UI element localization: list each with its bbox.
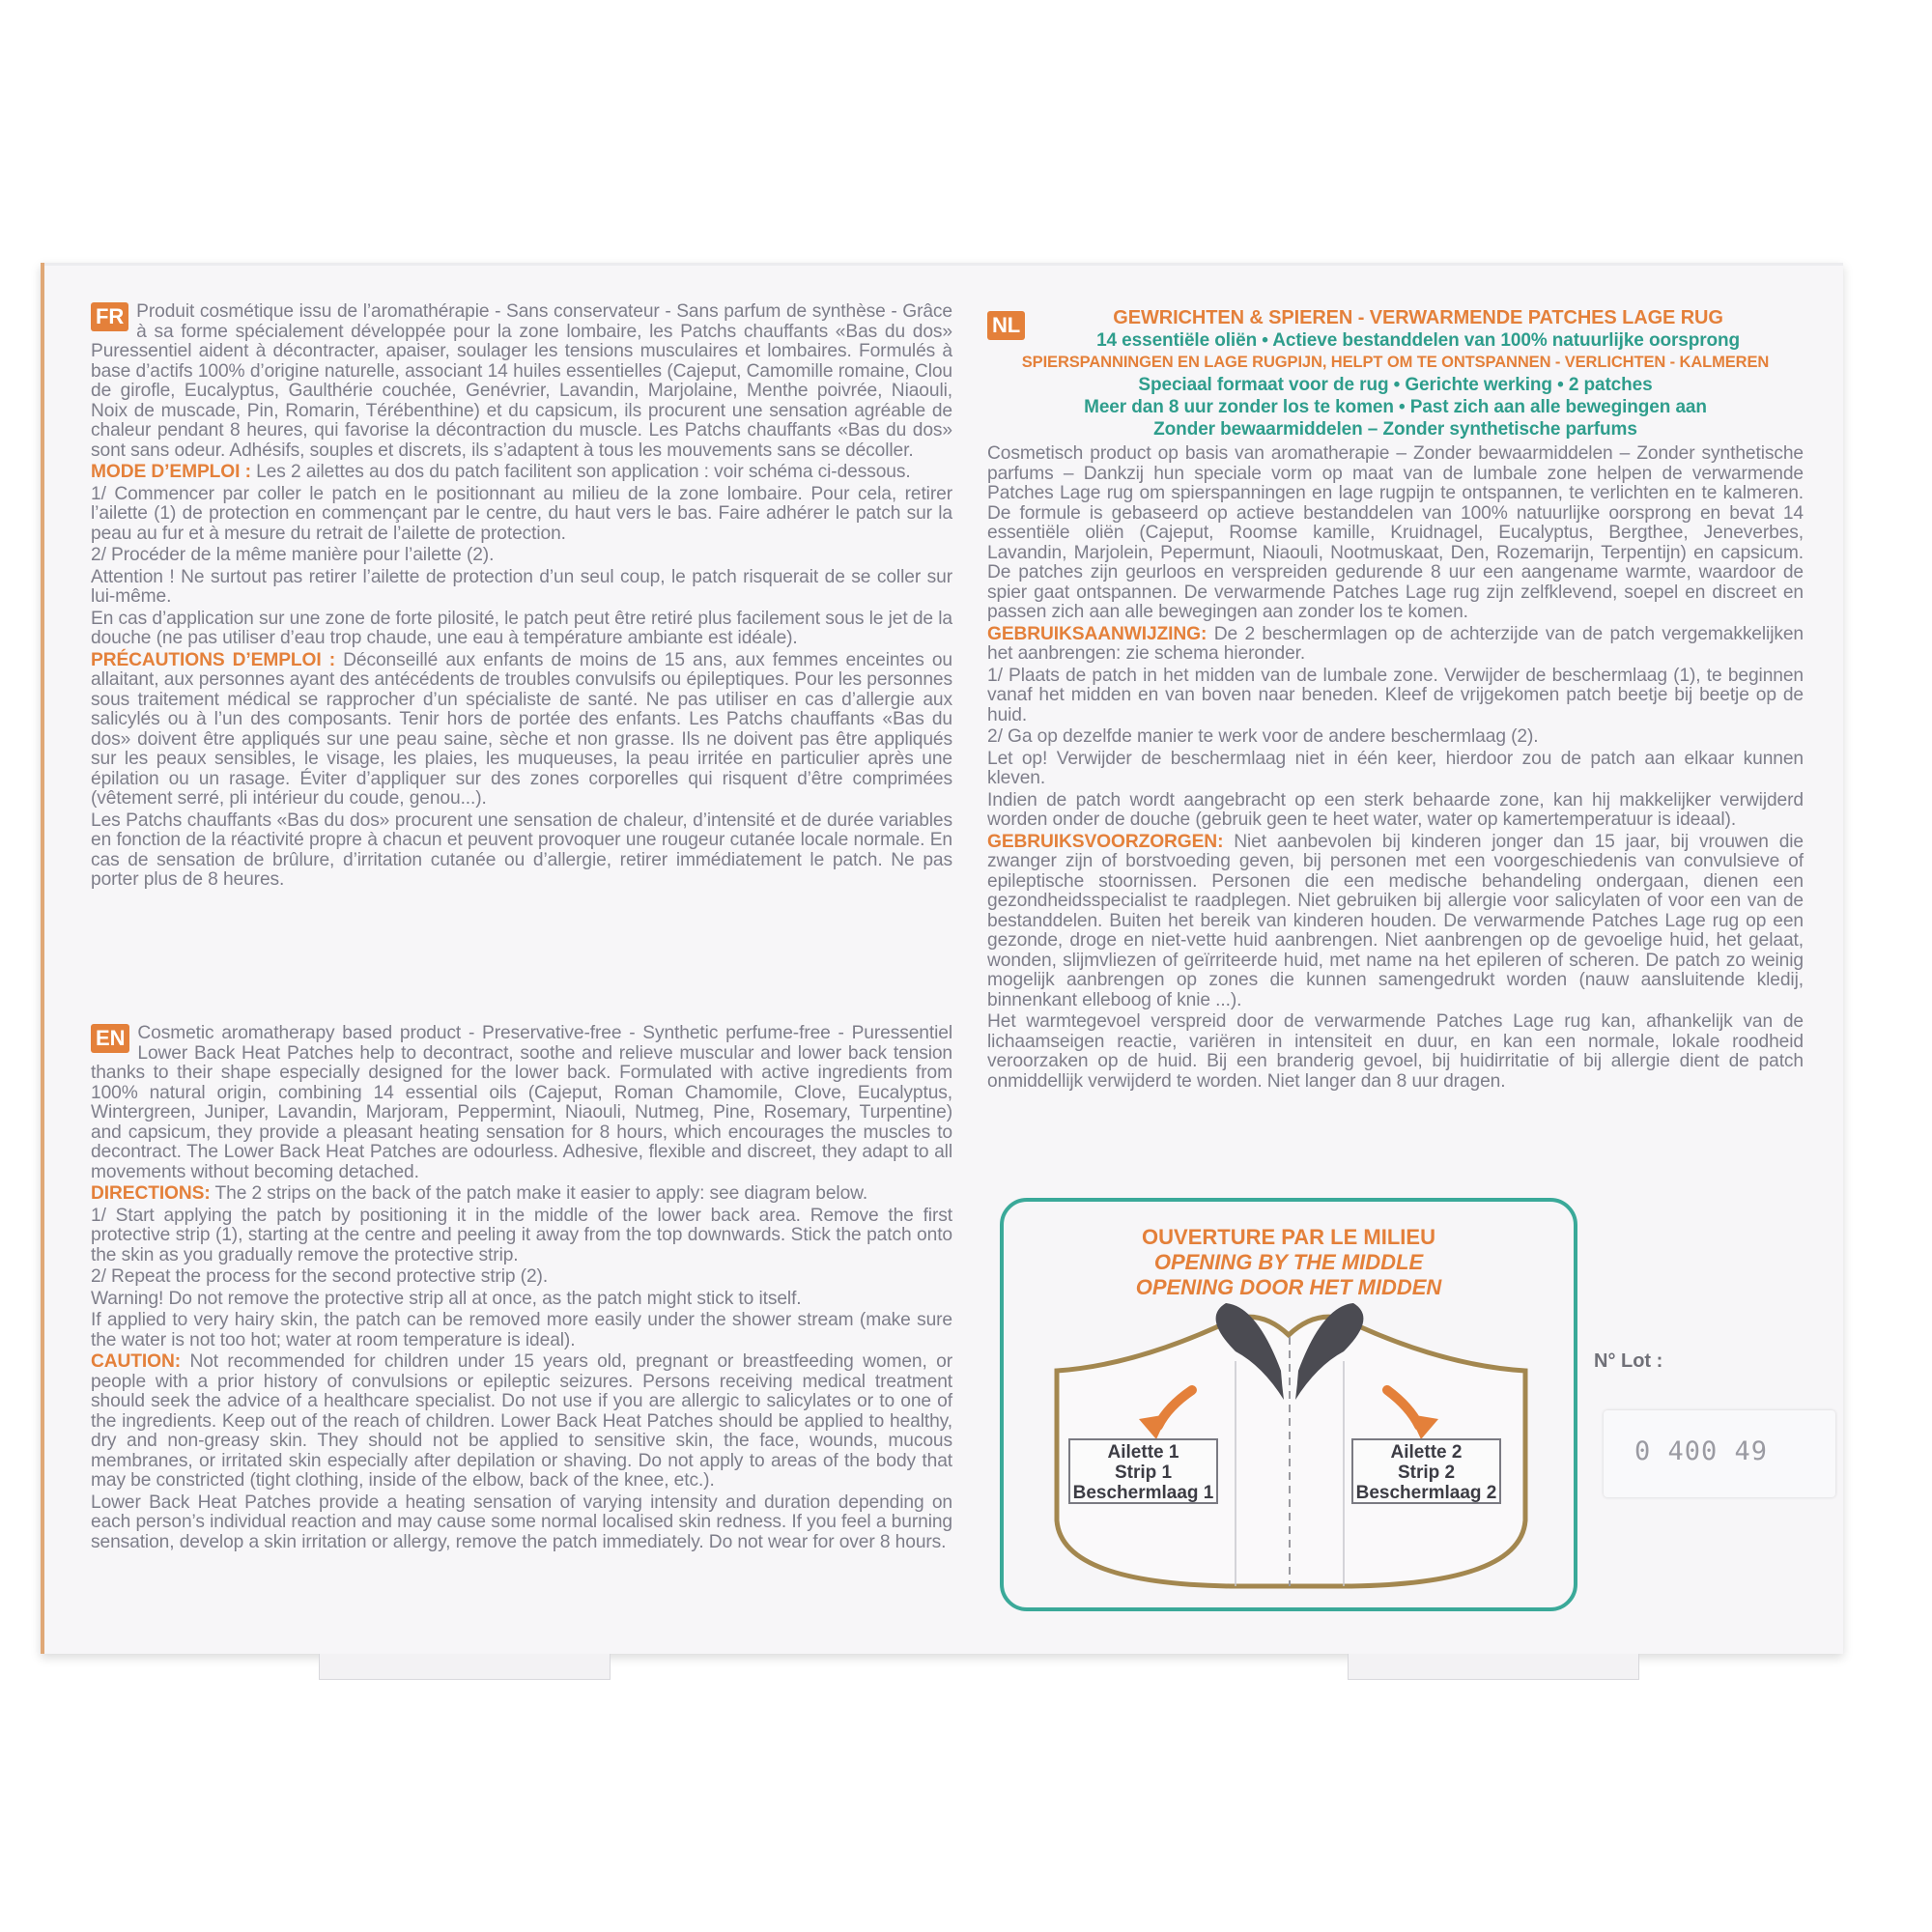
- diagram-line-fr: OUVERTURE PAR LE MILIEU: [1142, 1225, 1435, 1249]
- nl-voorzorgen-paragraph: [987, 833, 1804, 1011]
- strip-2-fr: Ailette 2: [1390, 1442, 1463, 1463]
- nl-gebruik-paragraph: [987, 625, 1804, 665]
- strip-1-nl: Beschermlaag 1: [1072, 1483, 1214, 1503]
- fr-mode-paragraph: [91, 463, 952, 483]
- fr-precautions-paragraph: [91, 651, 952, 810]
- lot-label: N° Lot :: [1594, 1350, 1663, 1372]
- en-intro-paragraph: [91, 1024, 952, 1182]
- nl-head-line4: Speciaal formaat voor de rug • Gerichte werking • 2 patches: [1138, 375, 1653, 395]
- diagram-line-en: OPENING BY THE MIDDLE: [1153, 1250, 1424, 1274]
- fr-intro-paragraph: [91, 302, 952, 461]
- nl-intro: Cosmetisch product op basis van aromatherapie – Zonder bewaarmiddelen – Zonder synthetische parfums – Dankzij hun speciale vorm op maat van de lumbale zone helpen de verwarmende Patches Lage rug om spierspanningen en lage rugpijn te ontspannen, te verlichten en te kalmeren. De formule is gebaseerd op actieve bestanddelen van 100% natuurlijke oorsprong en bevat 14 essentiële oliën (Cajeput, Roomse kamille, Kruidnagel, Eucalyptus, Bergthee, Jeneverbes, Lavandin, Marjolein, Pepermunt, Niaouli, Nootmuskaat, Den, Rozemarijn, Terpentijn) en capsicum. De patches zijn geurloos en verspreiden gedurende 8 uur een aangename warmte, waardoor de spier gaat ontspannen. De verwarmende Patches Lage rug zijn zelfklevend, soepel en discreet en passen zich aan alle bewegingen aan zonder los te komen.: [987, 443, 1804, 622]
- bottom-flap-left: [319, 1654, 611, 1680]
- strip-2-en: Strip 2: [1397, 1463, 1456, 1483]
- nl-step2: 2/ Ga op dezelfde manier te werk voor de andere beschermlaag (2).: [987, 726, 1539, 747]
- strip-2-label: [1351, 1438, 1501, 1504]
- en-step2: 2/ Repeat the process for the second protective strip (2).: [91, 1266, 549, 1287]
- fr-attention: Attention ! Ne surtout pas retirer l’ailette de protection d’un seul coup, le patch risquerait de se coller sur lui-même.: [91, 566, 952, 607]
- nl-gebruik-heading: GEBRUIKSAANWIJZING:: [987, 623, 1208, 644]
- strip-1-fr: Ailette 1: [1107, 1442, 1179, 1463]
- nl-voorzorgen-text: Niet aanbevolen bij kinderen jonger dan 15 jaar, bij vrouwen die zwanger zijn of borstvoeding geven, bij personen met een voorgeschiedenis van convulsieve of epileptische stoornissen. Personen die een medische behandeling ondergaan, dienen een gezondheidsspecialist te raadplegen. Niet gebruiken bij allergie voor salicylaten of voor een van de bestanddelen. Buiten het bereik van kinderen houden. De verwarmende Patches Lage rug op een gezonde, droge en niet-vette huid aanbrengen. Niet aanbrengen op de gevoelige huid, het gelaat, wonden, slijmvliezen of geïrriteerde huid, met name na het epileren of scheren. De patch zo weinig mogelijk aanbrengen op zones die kunnen samengedrukt worden (nauw aansluitende kledij, binnenkant elleboog of knie ...).: [987, 831, 1804, 1010]
- en-language-badge: EN: [91, 1024, 129, 1053]
- opening-diagram-panel: [1000, 1198, 1577, 1611]
- en-directions-paragraph: [91, 1184, 952, 1205]
- nl-head-line3: SPIERSPANNINGEN EN LAGE RUGPIJN, HELPT OM TE ONTSPANNEN - VERLICHTEN - KALMEREN: [1021, 354, 1770, 371]
- nl-voorzorgen-heading: GEBRUIKSVOORZORGEN:: [987, 831, 1224, 852]
- nl-head-line6: Zonder bewaarmiddelen – Zonder synthetische parfums: [1153, 419, 1637, 440]
- nl-head-title: GEWRICHTEN & SPIEREN - VERWARMENDE PATCHES LAGE RUG: [1113, 307, 1723, 328]
- en-directions-text: The 2 strips on the back of the patch make it easier to apply: see diagram below.: [214, 1183, 868, 1204]
- en-warning: Warning! Do not remove the protective strip all at once, as the patch might stick to itself.: [91, 1288, 802, 1309]
- english-section: [91, 1024, 952, 1554]
- french-section: [91, 302, 952, 893]
- fr-chaleur: Les Patchs chauffants «Bas du dos» procurent une sensation de chaleur, d’intensité et de durée variables en fonction de la réactivité propre à chacun et peuvent provoquer une rougeur cutanée locale normale. En cas de sensation de brûlure, d’irritation cutanée ou d’allergie, retirer immédiatement le patch. Ne pas porter plus de 8 heures.: [91, 810, 952, 890]
- patch-illustration: [1004, 1202, 1574, 1607]
- en-step1: 1/ Start applying the patch by positioning it in the middle of the lower back area. Remove the first protective strip (1), starting at the centre and peeling it away from the top downwards. Stick the patch onto the skin as you gradually remove the protective strip.: [91, 1205, 952, 1265]
- en-caution-heading: CAUTION:: [91, 1351, 181, 1372]
- en-caution-paragraph: [91, 1352, 952, 1492]
- nl-header: [987, 307, 1804, 440]
- bottom-flap-right: [1348, 1654, 1639, 1680]
- en-heat: Lower Back Heat Patches provide a heating sensation of varying intensity and duration depending on each person’s individual reaction and may cause some normal localised skin redness. If you feel a burning sensation, develop a skin irritation or allergy, remove the patch immediately. Do not wear for over 8 hours.: [91, 1492, 952, 1552]
- fr-step2: 2/ Procéder de la même manière pour l’ailette (2).: [91, 545, 495, 565]
- fr-precautions-heading: PRÉCAUTIONS D’EMPLOI :: [91, 649, 336, 670]
- fr-step1: 1/ Commencer par coller le patch en le positionnant au milieu de la zone lombaire. Pour cela, retirer l’ailette (1) de protection en commençant par le centre, du haut vers le bas. Faire adhérer le patch sur la peau au fur et à mesure du retrait de l’ailette de protection.: [91, 483, 952, 544]
- nl-warmte: Het warmtegevoel verspreid door de verwarmende Patches Lage rug kan, afhankelijk van de lichaamseigen reactie, variëren in intensiteit en duur, en kan een normale, lokale roodheid veroorzaken op de huid. Bij een branderig gevoel, bij huidirritatie of bij allergie dient de patch onmiddellijk verwijderd te worden. Niet langer dan 8 uur dragen.: [987, 1011, 1804, 1092]
- en-caution-text: Not recommended for children under 15 years old, pregnant or breastfeeding women, or people with a prior history of convulsions or epileptic seizures. Persons receiving medical treatment should seek the advice of a healthcare specialist. Do not use if you are allergic to salicylates or to one of the ingredients. Keep out of the reach of children. Lower Back Heat Patches should be applied to healthy, dry and non-greasy skin. They should not be applied to sensitive skin, the face, wounds, mucous membranes, or irritated skin especially after depilation or shaving. Do not apply to areas of the body that may be constricted (tight clothing, inside of the elbow, back of the knee, etc.).: [91, 1351, 952, 1491]
- nl-language-badge: NL: [987, 311, 1025, 340]
- nl-head-line2: 14 essentiële oliën • Actieve bestanddelen van 100% natuurlijke oorsprong: [1096, 330, 1741, 351]
- fr-mode-text: Les 2 ailettes au dos du patch facilitent son application : voir schéma ci-dessous.: [256, 462, 911, 482]
- nl-letop: Let op! Verwijder de beschermlaag niet in één keer, hierdoor zou de patch aan elkaar kunnen kleven.: [987, 748, 1804, 788]
- fr-precautions-text: Déconseillé aux enfants de moins de 15 ans, aux femmes enceintes ou allaitant, aux personnes ayant des antécédents de troubles convulsifs ou épileptiques. Pour les personnes sous traitement médical se rapprocher d’un spécialiste de santé. Ne pas utiliser en cas d’allergie aux salicylés ou à l’un des composants. Tenir hors de portée des enfants. Les Patchs chauffants «Bas du dos» doivent être appliqués sur une peau saine, sèche et non grasse. Ils ne doivent pas être appliqués sur les peaux sensibles, le visage, les plaies, les muqueuses, la peau irritée en particulier après une épilation ou un rasage. Éviter d’appliquer sur des zones corporelles qui risquent d’être comprimées (vêtement serré, pli intérieur du coude, genou...).: [91, 649, 952, 809]
- dutch-section: [987, 307, 1804, 1094]
- fr-language-badge: FR: [91, 302, 128, 331]
- en-intro-text: Cosmetic aromatherapy based product - Preservative-free - Synthetic perfume-free - Puressentiel Lower Back Heat Patches help to decontract, soothe and relieve muscular and lower back tension thanks to their shape especially designed for the lower back. Formulated with active ingredients from 100% natural origin, combining 14 essential oils (Cajeput, Roman Chamomile, Clove, Eucalyptus, Wintergreen, Juniper, Lavandin, Marjoram, Peppermint, Niaouli, Nutmeg, Pine, Rosemary, Turpentine) and capsicum, they provide a pleasant heating sensation for 8 hours, which encourages the muscles to decontract. The Lower Back Heat Patches are odourless. Adhesive, flexible and discreet, they adapt to all movements without becoming detached.: [91, 1023, 952, 1182]
- fr-pilosite: En cas d’application sur une zone de forte pilosité, le patch peut être retiré plus facilement sous le jet de la douche (ne pas utiliser d’eau trop chaude, une eau à température ambiante est idéale).: [91, 608, 952, 648]
- strip-2-nl: Beschermlaag 2: [1355, 1483, 1497, 1503]
- fr-intro-text: Produit cosmétique issu de l’aromathérapie - Sans conservateur - Sans parfum de synthèse - Grâce à sa forme spécialement développée pour la zone lombaire, les Patchs chauffants «Bas du dos» Puressentiel aident à décontracter, apaiser, soulager les tensions musculaires et lombaires. Formulés à base d’actifs 100% d’origine naturelle, associant 14 huiles essentielles (Cajeput, Camomille romaine, Clou de girofle, Eucalyptus, Gaulthérie couchée, Genévrier, Lavandin, Marjolaine, Menthe poivrée, Niaouli, Noix de muscade, Pin, Romarin, Térébenthine) et du capsicum, ils procurent une sensation agréable de chaleur pendant 8 heures, qui favorise la décontraction du muscle. Les Patchs chauffants «Bas du dos» sont sans odeur. Adhésifs, souples et discrets, ils s’adaptent à tous les mouvements sans se décoller.: [91, 301, 952, 461]
- nl-gebruik-text: De 2 beschermlagen op de achterzijde van de patch vergemakkelijken het aanbrengen: zie schema hieronder.: [987, 623, 1804, 664]
- diagram-line-nl: OPENING DOOR HET MIDDEN: [1135, 1275, 1442, 1299]
- nl-behaard: Indien de patch wordt aangebracht op een sterk behaarde zone, kan hij makkelijker verwijderd worden onder de douche (gebruik geen te heet water, water op kamertemperatuur is ideaal).: [987, 789, 1804, 830]
- fr-mode-heading: MODE D’EMPLOI :: [91, 462, 251, 482]
- en-directions-heading: DIRECTIONS:: [91, 1183, 211, 1204]
- nl-step1: 1/ Plaats de patch in het midden van de lumbale zone. Verwijder de beschermlaag (1), te beginnen vanaf het midden en van boven naar beneden. Kleef de vrijgekomen patch beetje bij beetje op de huid.: [987, 665, 1804, 725]
- strip-1-en: Strip 1: [1114, 1463, 1173, 1483]
- en-hairy: If applied to very hairy skin, the patch can be removed more easily under the shower stream (make sure the water is not too hot; water at room temperature is ideal).: [91, 1310, 952, 1350]
- nl-head-line5: Meer dan 8 uur zonder los te komen • Past zich aan alle bewegingen aan: [1084, 397, 1707, 417]
- strip-1-label: [1068, 1438, 1218, 1504]
- lot-number: 0 400 49: [1634, 1436, 1769, 1466]
